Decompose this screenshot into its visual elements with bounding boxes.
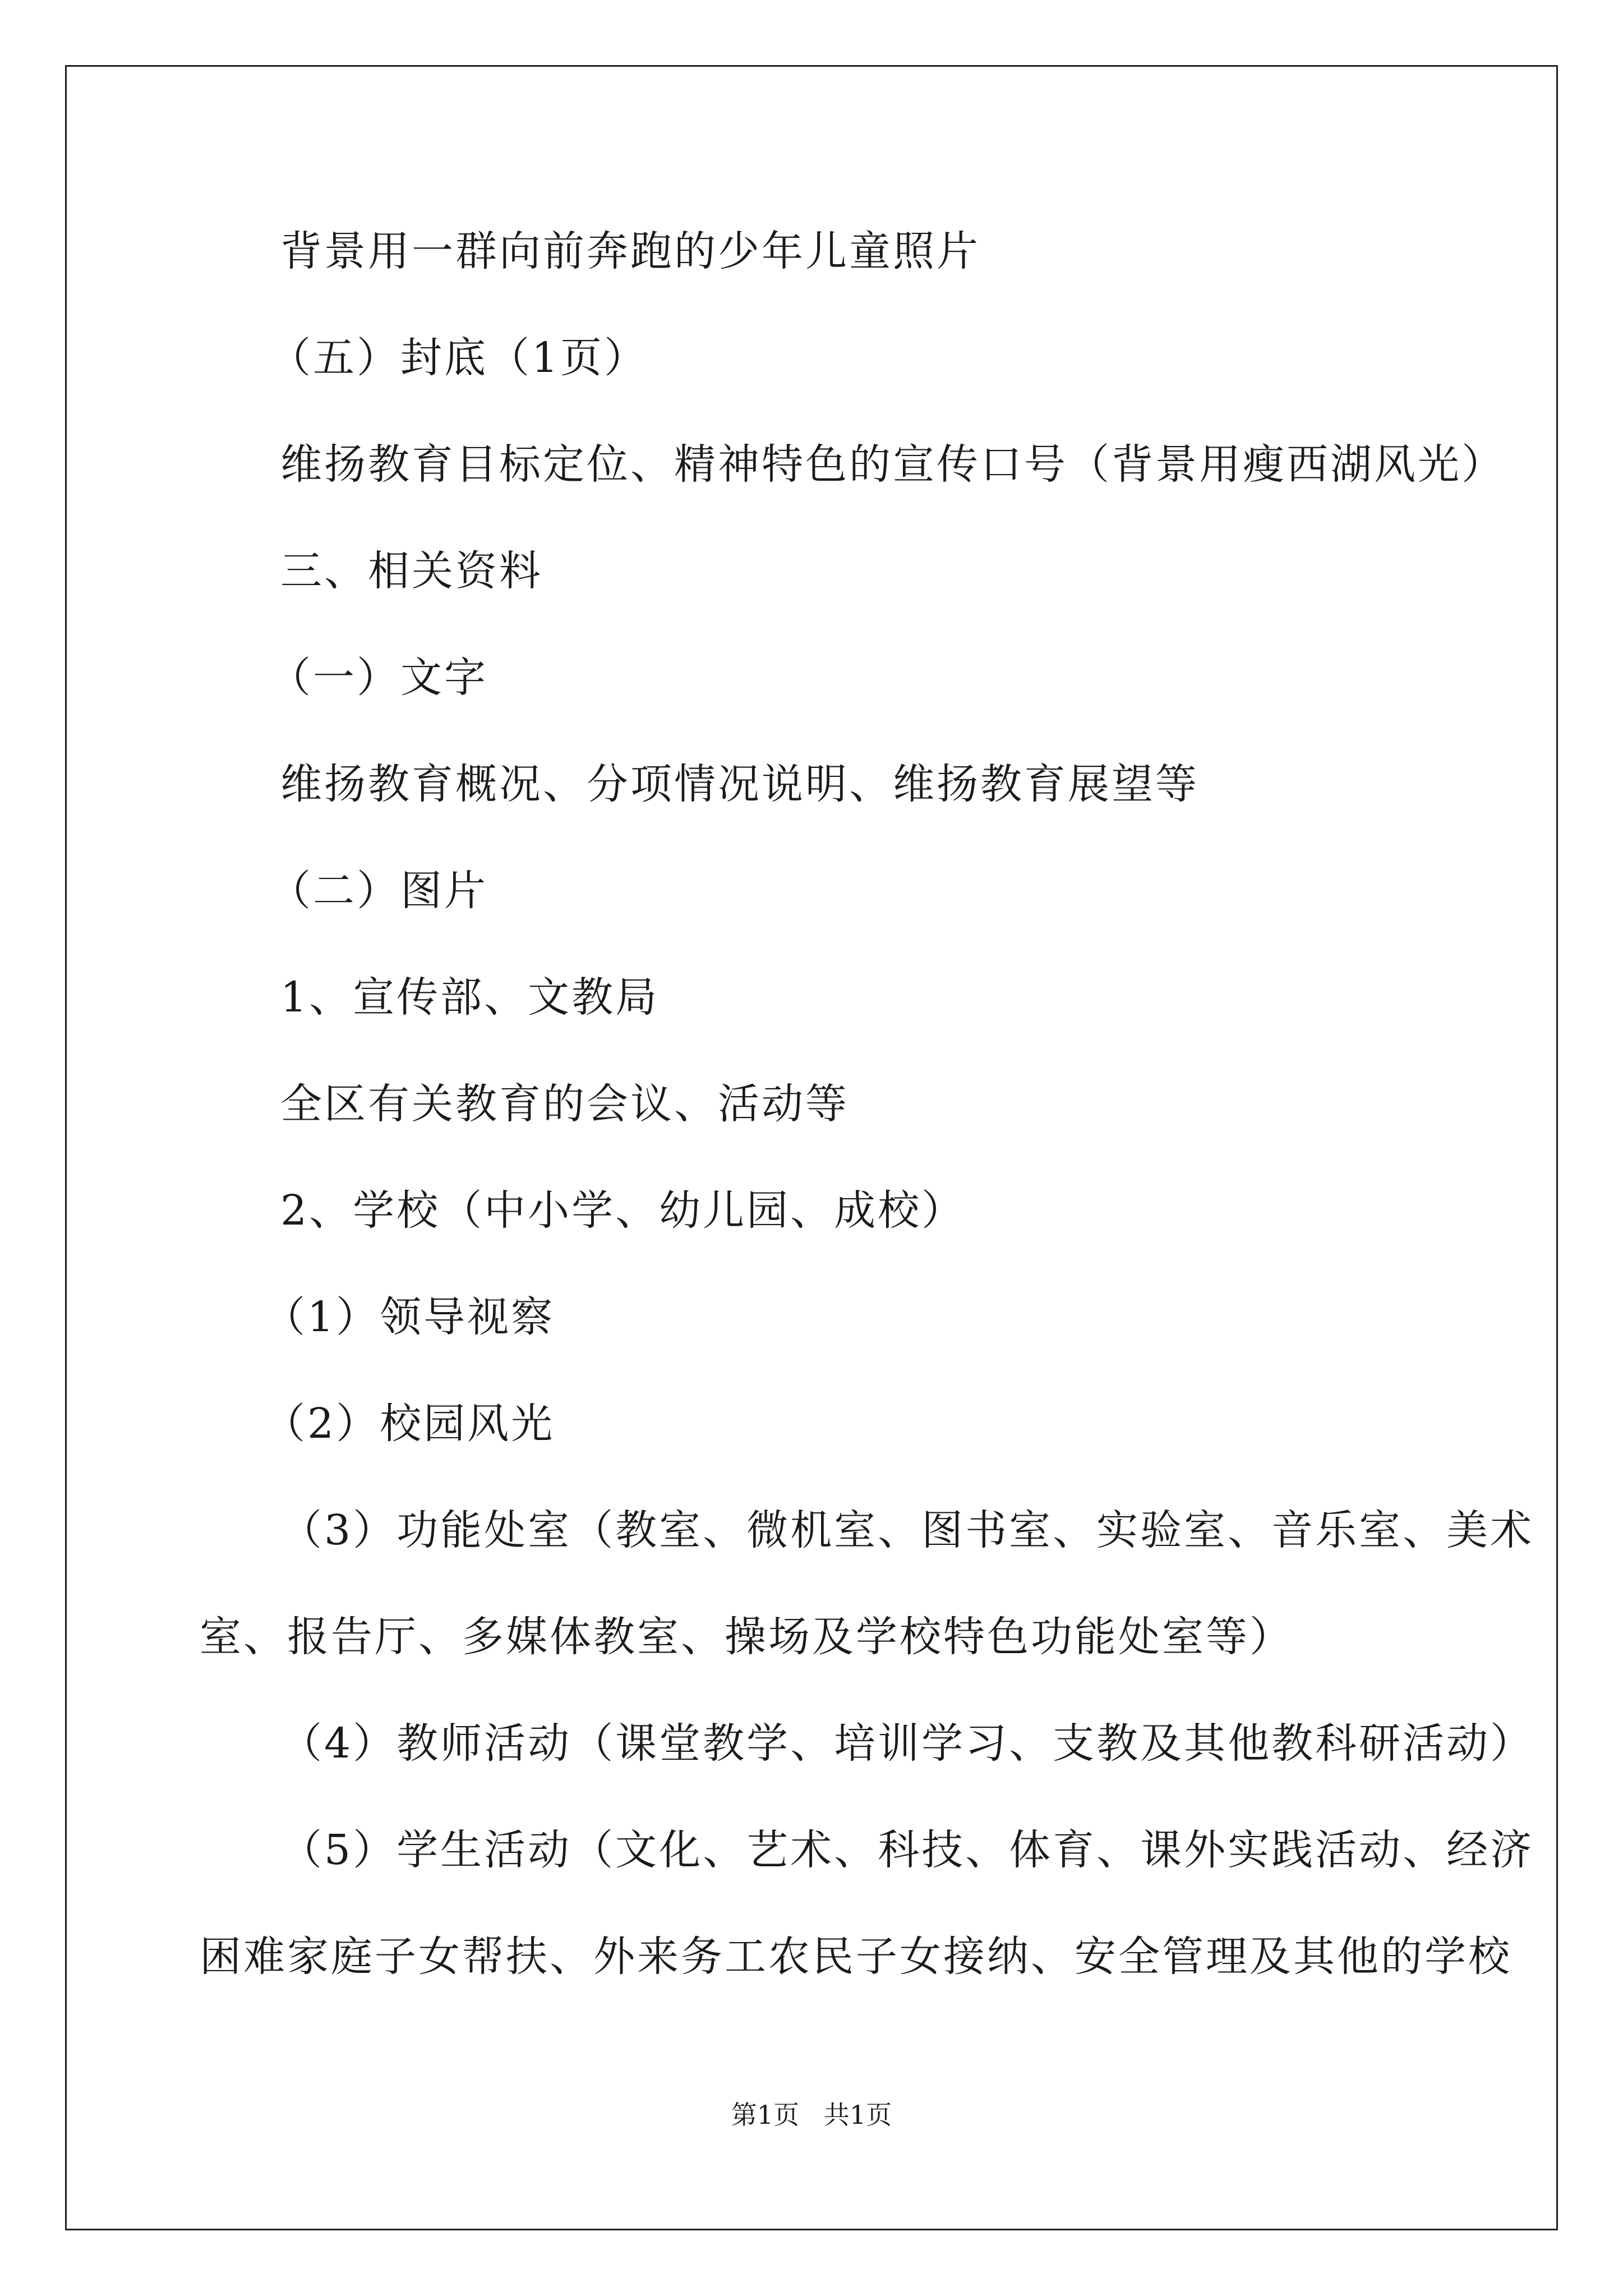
page-border bbox=[65, 65, 1558, 2230]
subsection-heading: （一）文字 bbox=[269, 654, 488, 702]
text-line: 2、学校（中小学、幼儿园、成校） bbox=[280, 1186, 966, 1235]
text-line: 困难家庭子女帮扶、外来务工农民子女接纳、安全管理及其他的学校 bbox=[200, 1932, 1512, 1981]
text-line: 维扬教育目标定位、精神特色的宣传口号（背景用瘦西湖风光） bbox=[280, 440, 1505, 489]
text-line: （5）学生活动（文化、艺术、科技、体育、课外实践活动、经济 bbox=[280, 1826, 1534, 1874]
text-line: 维扬教育概况、分项情况说明、维扬教育展望等 bbox=[280, 760, 1199, 808]
text-line: 室、报告厅、多媒体教室、操场及学校特色功能处室等） bbox=[200, 1613, 1293, 1661]
subsection-heading: （二）图片 bbox=[269, 867, 488, 915]
text-line: 背景用一群向前奔跑的少年儿童照片 bbox=[280, 227, 980, 275]
text-line: （4）教师活动（课堂教学、培训学习、支教及其他教科研活动） bbox=[280, 1719, 1534, 1768]
text-line: （1）领导视察 bbox=[264, 1293, 555, 1341]
page-footer: 第1页 共1页 bbox=[731, 2100, 892, 2130]
text-line: （2）校园风光 bbox=[264, 1400, 555, 1448]
text-line: （五）封底（1页） bbox=[269, 334, 648, 382]
text-line: 全区有关教育的会议、活动等 bbox=[280, 1080, 849, 1128]
text-line: （3）功能处室（教室、微机室、图书室、实验室、音乐室、美术 bbox=[280, 1506, 1534, 1554]
text-line: 1、宣传部、文教局 bbox=[280, 973, 660, 1022]
section-heading: 三、相关资料 bbox=[280, 547, 543, 595]
